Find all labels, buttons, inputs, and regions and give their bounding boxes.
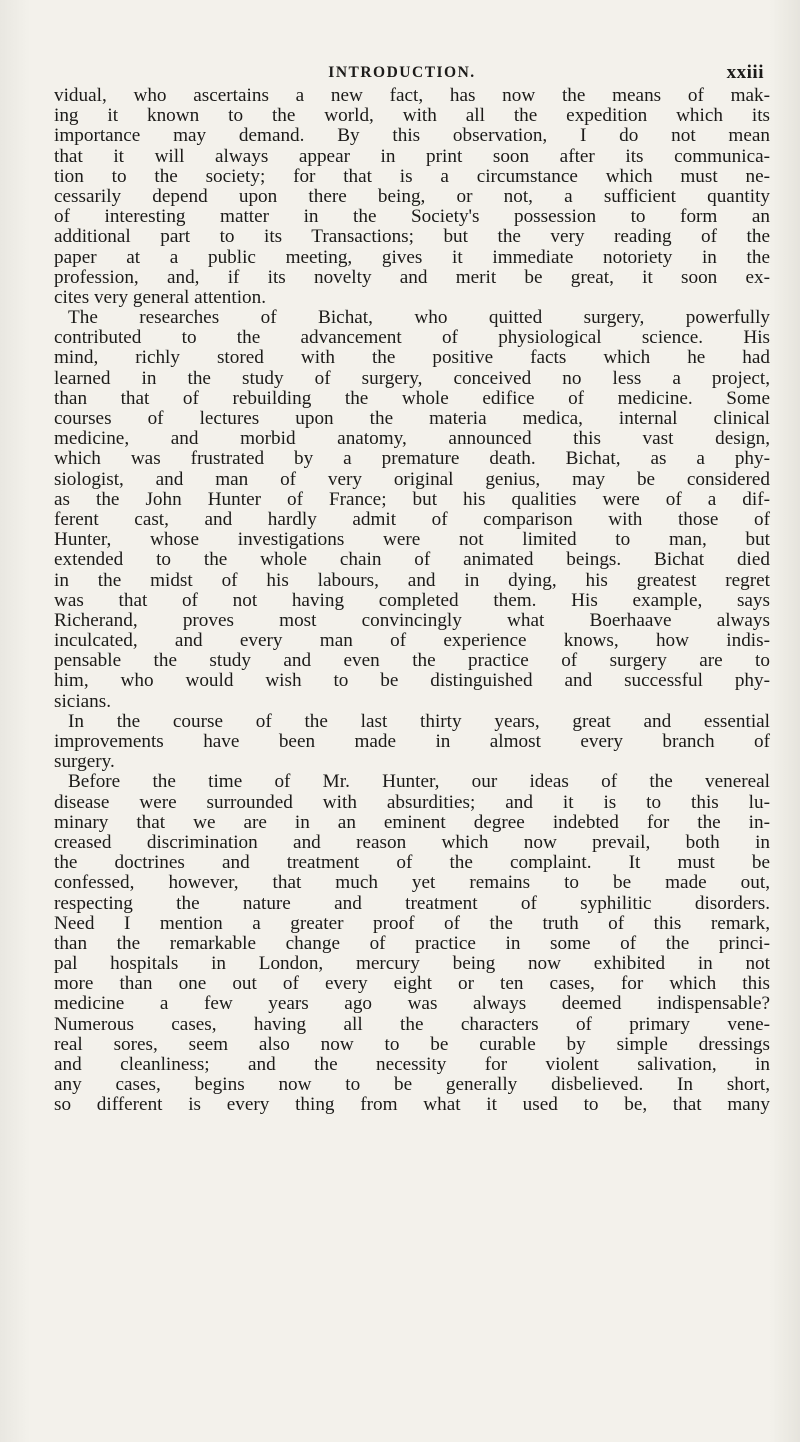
- text-line: than that of rebuilding the whole edifice of medicine. Some: [54, 387, 770, 409]
- text-line: of interesting matter in the Society's possession to form an: [54, 206, 770, 228]
- text-line: medicine a few years ago was always deemed indispensable?: [54, 993, 770, 1015]
- text-line: vidual, who ascertains a new fact, has now the means of mak-: [54, 85, 770, 106]
- text-line: importance may demand. By this observation, I do not mean: [54, 125, 770, 147]
- text-line: learned in the study of surgery, conceived no less a project,: [54, 367, 770, 389]
- text-line: mind, richly stored with the positive facts which he had: [54, 347, 770, 369]
- text-line: additional part to its Transactions; but the very reading of the: [54, 226, 770, 248]
- text-line: cessarily depend upon there being, or not, a sufficient quantity: [54, 185, 770, 207]
- running-title: INTRODUCTION.: [328, 64, 476, 81]
- text-line: as the John Hunter of France; but his qualities were of a dif-: [54, 488, 770, 510]
- text-line: Richerand, proves most convincingly what Boerhaave always: [54, 609, 770, 631]
- text-line: that it will always appear in print soon after its communica-: [54, 145, 770, 167]
- text-line: minary that we are in an eminent degree indebted for the in-: [54, 811, 770, 833]
- text-line: improvements have been made in almost every branch of: [54, 731, 770, 752]
- text-line: cites very general attention.: [54, 286, 267, 308]
- body-text: [54, 86, 770, 1116]
- page-number: xxiii: [726, 62, 764, 83]
- text-line: Hunter, whose investigations were not limited to man, but: [54, 529, 770, 551]
- text-line: disease were surrounded with absurdities; and it is to this lu-: [54, 791, 770, 813]
- text-line: courses of lectures upon the materia medica, internal clinical: [54, 408, 770, 429]
- text-line: more than one out of every eight or ten cases, for which this: [54, 973, 770, 995]
- text-line: The researches of Bichat, who quitted surgery, powerfully: [68, 307, 770, 329]
- text-line: ferent cast, and hardly admit of comparison with those of: [54, 508, 770, 530]
- text-line: medicine, and morbid anatomy, announced this vast design,: [54, 428, 770, 450]
- text-line: profession, and, if its novelty and merit be great, it soon ex-: [54, 266, 770, 288]
- text-line: contributed to the advancement of physiological science. His: [54, 327, 770, 349]
- text-line: any cases, begins now to be generally disbelieved. In short,: [54, 1074, 770, 1096]
- text-line: pal hospitals in London, mercury being now exhibited in not: [54, 953, 770, 975]
- text-line: so different is every thing from what it used to be, that many: [54, 1094, 770, 1116]
- text-line: sicians.: [54, 690, 112, 712]
- text-line: pensable the study and even the practice of surgery are to: [54, 650, 770, 672]
- text-line: Need I mention a greater proof of the truth of this remark,: [54, 912, 770, 934]
- text-line: was that of not having completed them. His example, says: [54, 589, 770, 611]
- text-line: than the remarkable change of practice in some of the princi-: [54, 932, 770, 954]
- text-line: confessed, however, that much yet remains to be made out,: [54, 872, 770, 894]
- text-line: extended to the whole chain of animated beings. Bichat died: [54, 549, 770, 571]
- text-line: which was frustrated by a premature death. Bichat, as a phy-: [54, 448, 770, 470]
- text-line: siologist, and man of very original genius, may be considered: [54, 468, 770, 490]
- text-line: and cleanliness; and the necessity for violent salivation, in: [54, 1054, 770, 1075]
- text-line: paper at a public meeting, gives it immediate notoriety in the: [54, 246, 770, 268]
- text-line: him, who would wish to be distinguished and successful phy-: [54, 670, 770, 692]
- text-line: inculcated, and every man of experience knows, how indis-: [54, 630, 770, 652]
- text-line: ing it known to the world, with all the expedition which its: [54, 105, 770, 127]
- text-line: respecting the nature and treatment of syphilitic disorders.: [54, 892, 770, 914]
- text-line: Numerous cases, having all the characters of primary vene-: [54, 1013, 770, 1035]
- text-line: In the course of the last thirty years, great and essential: [68, 710, 770, 732]
- text-line: in the midst of his labours, and in dying, his greatest regret: [54, 569, 770, 591]
- text-line: creased discrimination and reason which now prevail, both in: [54, 831, 770, 853]
- text-line: tion to the society; for that is a circumstance which must ne-: [54, 165, 770, 187]
- text-line: the doctrines and treatment of the complaint. It must be: [54, 852, 770, 874]
- text-line: surgery.: [54, 751, 115, 773]
- running-head: [40, 62, 764, 86]
- text-line: real sores, seem also now to be curable by simple dressings: [54, 1033, 770, 1055]
- text-line: Before the time of Mr. Hunter, our ideas of the venereal: [68, 771, 770, 793]
